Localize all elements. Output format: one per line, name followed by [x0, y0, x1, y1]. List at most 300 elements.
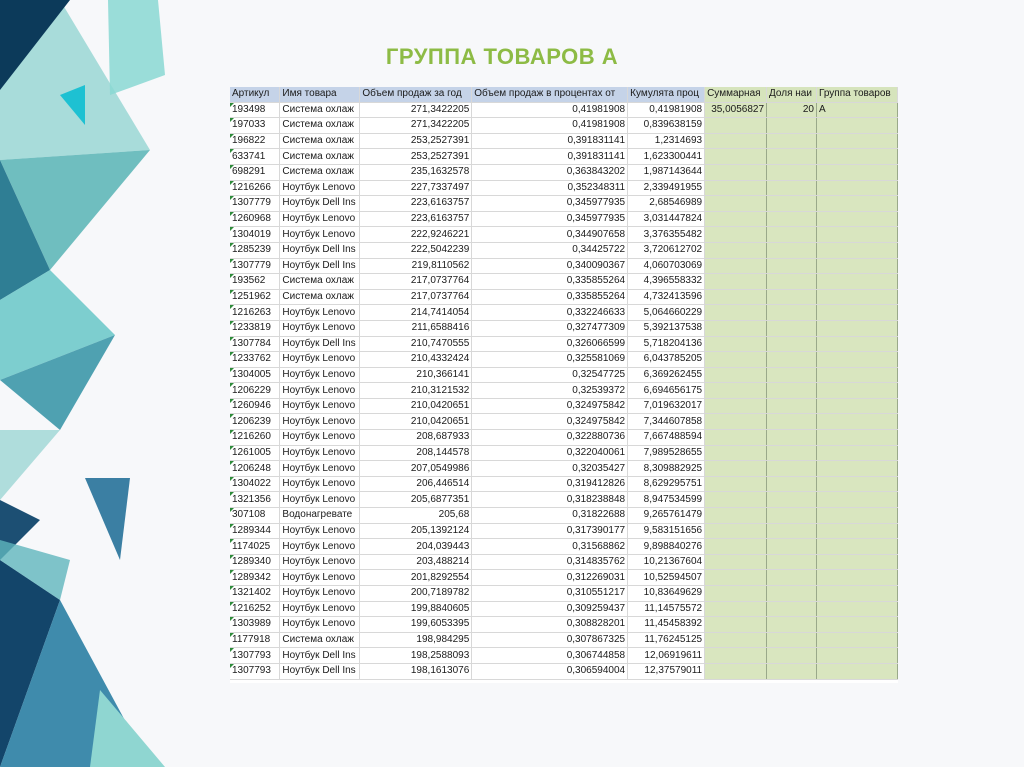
cell-cumulative[interactable]: 9,898840276: [628, 539, 705, 555]
cell-sales-percent[interactable]: 0,344907658: [472, 227, 628, 243]
cell-annual-sales[interactable]: 208,687933: [360, 430, 472, 446]
cell-total[interactable]: [705, 398, 767, 414]
cell-total[interactable]: [705, 570, 767, 586]
cell-name[interactable]: Ноутбук Dell Ins: [280, 648, 360, 664]
cell-group[interactable]: [817, 601, 898, 617]
cell-total[interactable]: [705, 663, 767, 679]
cell-share[interactable]: [767, 258, 817, 274]
cell-share[interactable]: [767, 554, 817, 570]
cell-name[interactable]: Ноутбук Dell Ins: [280, 258, 360, 274]
cell-annual-sales[interactable]: 219,8110562: [360, 258, 472, 274]
cell-cumulative[interactable]: 4,060703069: [628, 258, 705, 274]
cell-annual-sales[interactable]: 210,3121532: [360, 383, 472, 399]
cell-share[interactable]: [767, 180, 817, 196]
cell-article[interactable]: 1233762: [230, 352, 280, 368]
cell-share[interactable]: [767, 149, 817, 165]
cell-group[interactable]: [817, 476, 898, 492]
cell-group[interactable]: [817, 663, 898, 679]
cell-group[interactable]: [817, 539, 898, 555]
cell-article[interactable]: 1289342: [230, 570, 280, 586]
cell-total[interactable]: [705, 320, 767, 336]
cell-total[interactable]: [705, 305, 767, 321]
cell-name[interactable]: Ноутбук Lenovo: [280, 180, 360, 196]
cell-share[interactable]: [767, 632, 817, 648]
cell-group[interactable]: [817, 196, 898, 212]
cell-article[interactable]: 1307779: [230, 196, 280, 212]
cell-sales-percent[interactable]: 0,307867325: [472, 632, 628, 648]
cell-cumulative[interactable]: 9,265761479: [628, 508, 705, 524]
cell-share[interactable]: [767, 227, 817, 243]
cell-total[interactable]: [705, 133, 767, 149]
cell-annual-sales[interactable]: 214,7414054: [360, 305, 472, 321]
cell-article[interactable]: 1261005: [230, 445, 280, 461]
cell-group[interactable]: [817, 305, 898, 321]
cell-article[interactable]: 1251962: [230, 289, 280, 305]
cell-share[interactable]: [767, 398, 817, 414]
cell-total[interactable]: [705, 242, 767, 258]
cell-total[interactable]: [705, 632, 767, 648]
cell-annual-sales[interactable]: 201,8292554: [360, 570, 472, 586]
cell-total[interactable]: [705, 196, 767, 212]
cell-article[interactable]: 1216260: [230, 430, 280, 446]
cell-sales-percent[interactable]: 0,34425722: [472, 242, 628, 258]
cell-sales-percent[interactable]: 0,31568862: [472, 539, 628, 555]
cell-annual-sales[interactable]: 210,0420651: [360, 414, 472, 430]
cell-share[interactable]: [767, 242, 817, 258]
cell-annual-sales[interactable]: 217,0737764: [360, 274, 472, 290]
cell-cumulative[interactable]: 1,623300441: [628, 149, 705, 165]
cell-name[interactable]: Ноутбук Dell Ins: [280, 196, 360, 212]
cell-name[interactable]: Ноутбук Lenovo: [280, 492, 360, 508]
cell-name[interactable]: Ноутбук Lenovo: [280, 367, 360, 383]
cell-name[interactable]: Ноутбук Lenovo: [280, 305, 360, 321]
cell-article[interactable]: 193498: [230, 102, 280, 118]
cell-article[interactable]: 1304019: [230, 227, 280, 243]
cell-share[interactable]: [767, 133, 817, 149]
cell-cumulative[interactable]: 11,76245125: [628, 632, 705, 648]
cell-sales-percent[interactable]: 0,309259437: [472, 601, 628, 617]
cell-total[interactable]: [705, 554, 767, 570]
cell-article[interactable]: 1216266: [230, 180, 280, 196]
cell-sales-percent[interactable]: 0,31822688: [472, 508, 628, 524]
cell-group[interactable]: [817, 523, 898, 539]
cell-cumulative[interactable]: 6,694656175: [628, 383, 705, 399]
cell-sales-percent[interactable]: 0,308828201: [472, 617, 628, 633]
cell-group[interactable]: [817, 461, 898, 477]
cell-total[interactable]: [705, 336, 767, 352]
cell-name[interactable]: Ноутбук Lenovo: [280, 320, 360, 336]
cell-sales-percent[interactable]: 0,391831141: [472, 149, 628, 165]
col-header-share[interactable]: Доля наи: [767, 87, 817, 102]
col-header-name[interactable]: Имя товара: [280, 87, 360, 102]
cell-name[interactable]: Ноутбук Lenovo: [280, 461, 360, 477]
cell-group[interactable]: [817, 648, 898, 664]
cell-total[interactable]: [705, 149, 767, 165]
cell-total[interactable]: [705, 383, 767, 399]
cell-sales-percent[interactable]: 0,41981908: [472, 118, 628, 134]
cell-annual-sales[interactable]: 199,6053395: [360, 617, 472, 633]
cell-cumulative[interactable]: 8,309882925: [628, 461, 705, 477]
cell-cumulative[interactable]: 9,583151656: [628, 523, 705, 539]
cell-name[interactable]: Ноутбук Lenovo: [280, 617, 360, 633]
cell-cumulative[interactable]: 3,720612702: [628, 242, 705, 258]
cell-name[interactable]: Ноутбук Lenovo: [280, 352, 360, 368]
cell-cumulative[interactable]: 10,21367604: [628, 554, 705, 570]
cell-share[interactable]: [767, 336, 817, 352]
cell-annual-sales[interactable]: 253,2527391: [360, 149, 472, 165]
cell-sales-percent[interactable]: 0,324975842: [472, 398, 628, 414]
cell-total[interactable]: [705, 445, 767, 461]
col-header-article[interactable]: Артикул: [230, 87, 280, 102]
cell-article[interactable]: 1307793: [230, 663, 280, 679]
cell-annual-sales[interactable]: 223,6163757: [360, 196, 472, 212]
cell-group[interactable]: [817, 336, 898, 352]
cell-share[interactable]: [767, 523, 817, 539]
cell-name[interactable]: Ноутбук Lenovo: [280, 227, 360, 243]
cell-name[interactable]: Система охлаж: [280, 133, 360, 149]
cell-article[interactable]: 1216263: [230, 305, 280, 321]
cell-total[interactable]: [705, 180, 767, 196]
cell-cumulative[interactable]: 0,839638159: [628, 118, 705, 134]
cell-article[interactable]: 193562: [230, 274, 280, 290]
cell-share[interactable]: [767, 648, 817, 664]
cell-cumulative[interactable]: 12,37579011: [628, 663, 705, 679]
cell-group[interactable]: [817, 617, 898, 633]
cell-annual-sales[interactable]: 222,5042239: [360, 242, 472, 258]
cell-name[interactable]: Ноутбук Lenovo: [280, 586, 360, 602]
cell-sales-percent[interactable]: 0,345977935: [472, 211, 628, 227]
cell-group[interactable]: [817, 352, 898, 368]
cell-annual-sales[interactable]: 235,1632578: [360, 164, 472, 180]
cell-share[interactable]: [767, 476, 817, 492]
cell-article[interactable]: 1233819: [230, 320, 280, 336]
cell-name[interactable]: Система охлаж: [280, 289, 360, 305]
cell-name[interactable]: Система охлаж: [280, 632, 360, 648]
cell-share[interactable]: [767, 305, 817, 321]
cell-annual-sales[interactable]: 217,0737764: [360, 289, 472, 305]
cell-group[interactable]: [817, 632, 898, 648]
cell-cumulative[interactable]: 11,45458392: [628, 617, 705, 633]
cell-share[interactable]: [767, 211, 817, 227]
cell-article[interactable]: 1177918: [230, 632, 280, 648]
cell-name[interactable]: Ноутбук Lenovo: [280, 523, 360, 539]
cell-annual-sales[interactable]: 203,488214: [360, 554, 472, 570]
cell-sales-percent[interactable]: 0,306594004: [472, 663, 628, 679]
cell-article[interactable]: 1321402: [230, 586, 280, 602]
cell-name[interactable]: Система охлаж: [280, 149, 360, 165]
cell-total[interactable]: [705, 461, 767, 477]
cell-article[interactable]: 1260968: [230, 211, 280, 227]
cell-sales-percent[interactable]: 0,345977935: [472, 196, 628, 212]
cell-name[interactable]: Ноутбук Lenovo: [280, 554, 360, 570]
cell-cumulative[interactable]: 6,369262455: [628, 367, 705, 383]
cell-group[interactable]: [817, 289, 898, 305]
cell-annual-sales[interactable]: 222,9246221: [360, 227, 472, 243]
cell-share[interactable]: 20: [767, 102, 817, 118]
cell-total[interactable]: [705, 508, 767, 524]
cell-total[interactable]: [705, 258, 767, 274]
cell-group[interactable]: [817, 133, 898, 149]
cell-name[interactable]: Ноутбук Lenovo: [280, 476, 360, 492]
cell-article[interactable]: 1304005: [230, 367, 280, 383]
cell-share[interactable]: [767, 320, 817, 336]
cell-total[interactable]: [705, 539, 767, 555]
cell-annual-sales[interactable]: 205,68: [360, 508, 472, 524]
cell-share[interactable]: [767, 430, 817, 446]
cell-share[interactable]: [767, 289, 817, 305]
cell-sales-percent[interactable]: 0,312269031: [472, 570, 628, 586]
cell-share[interactable]: [767, 274, 817, 290]
cell-total[interactable]: [705, 492, 767, 508]
cell-total[interactable]: [705, 227, 767, 243]
cell-cumulative[interactable]: 10,52594507: [628, 570, 705, 586]
cell-sales-percent[interactable]: 0,326066599: [472, 336, 628, 352]
cell-cumulative[interactable]: 5,718204136: [628, 336, 705, 352]
cell-article[interactable]: 1307793: [230, 648, 280, 664]
cell-share[interactable]: [767, 601, 817, 617]
cell-sales-percent[interactable]: 0,332246633: [472, 305, 628, 321]
cell-group[interactable]: [817, 430, 898, 446]
col-header-cumulative[interactable]: Кумулята проц: [628, 87, 705, 102]
cell-cumulative[interactable]: 11,14575572: [628, 601, 705, 617]
cell-article[interactable]: 1289340: [230, 554, 280, 570]
cell-sales-percent[interactable]: 0,32035427: [472, 461, 628, 477]
cell-article[interactable]: 196822: [230, 133, 280, 149]
cell-total[interactable]: [705, 430, 767, 446]
cell-share[interactable]: [767, 570, 817, 586]
cell-cumulative[interactable]: 10,83649629: [628, 586, 705, 602]
col-header-sales-percent[interactable]: Объем продаж в процентах от: [472, 87, 628, 102]
cell-name[interactable]: Ноутбук Lenovo: [280, 539, 360, 555]
cell-total[interactable]: [705, 414, 767, 430]
cell-sales-percent[interactable]: 0,335855264: [472, 289, 628, 305]
cell-group[interactable]: [817, 242, 898, 258]
cell-annual-sales[interactable]: 208,144578: [360, 445, 472, 461]
cell-article[interactable]: 1206248: [230, 461, 280, 477]
cell-article[interactable]: 1260946: [230, 398, 280, 414]
cell-total[interactable]: [705, 274, 767, 290]
cell-annual-sales[interactable]: 198,2588093: [360, 648, 472, 664]
cell-total[interactable]: 35,0056827: [705, 102, 767, 118]
cell-annual-sales[interactable]: 210,7470555: [360, 336, 472, 352]
cell-cumulative[interactable]: 5,064660229: [628, 305, 705, 321]
cell-share[interactable]: [767, 617, 817, 633]
cell-article[interactable]: 307108: [230, 508, 280, 524]
cell-sales-percent[interactable]: 0,306744858: [472, 648, 628, 664]
cell-cumulative[interactable]: 8,629295751: [628, 476, 705, 492]
cell-name[interactable]: Ноутбук Lenovo: [280, 570, 360, 586]
cell-name[interactable]: Система охлаж: [280, 102, 360, 118]
cell-cumulative[interactable]: 8,947534599: [628, 492, 705, 508]
cell-share[interactable]: [767, 383, 817, 399]
cell-share[interactable]: [767, 352, 817, 368]
cell-sales-percent[interactable]: 0,324975842: [472, 414, 628, 430]
cell-annual-sales[interactable]: 199,8840605: [360, 601, 472, 617]
cell-name[interactable]: Система охлаж: [280, 164, 360, 180]
cell-name[interactable]: Ноутбук Lenovo: [280, 445, 360, 461]
cell-share[interactable]: [767, 414, 817, 430]
cell-group[interactable]: [817, 180, 898, 196]
cell-share[interactable]: [767, 586, 817, 602]
col-header-total[interactable]: Суммарная: [705, 87, 767, 102]
cell-total[interactable]: [705, 617, 767, 633]
cell-cumulative[interactable]: 12,06919611: [628, 648, 705, 664]
cell-sales-percent[interactable]: 0,32547725: [472, 367, 628, 383]
cell-group[interactable]: [817, 508, 898, 524]
cell-sales-percent[interactable]: 0,327477309: [472, 320, 628, 336]
cell-cumulative[interactable]: 7,344607858: [628, 414, 705, 430]
cell-sales-percent[interactable]: 0,41981908: [472, 102, 628, 118]
cell-share[interactable]: [767, 445, 817, 461]
cell-total[interactable]: [705, 476, 767, 492]
cell-group[interactable]: [817, 118, 898, 134]
cell-sales-percent[interactable]: 0,325581069: [472, 352, 628, 368]
cell-cumulative[interactable]: 6,043785205: [628, 352, 705, 368]
cell-annual-sales[interactable]: 206,446514: [360, 476, 472, 492]
cell-share[interactable]: [767, 367, 817, 383]
cell-annual-sales[interactable]: 253,2527391: [360, 133, 472, 149]
cell-group[interactable]: [817, 414, 898, 430]
cell-annual-sales[interactable]: 207,0549986: [360, 461, 472, 477]
cell-cumulative[interactable]: 3,376355482: [628, 227, 705, 243]
cell-article[interactable]: 633741: [230, 149, 280, 165]
cell-share[interactable]: [767, 461, 817, 477]
cell-total[interactable]: [705, 118, 767, 134]
cell-group[interactable]: [817, 164, 898, 180]
cell-sales-percent[interactable]: 0,335855264: [472, 274, 628, 290]
cell-annual-sales[interactable]: 271,3422205: [360, 118, 472, 134]
cell-name[interactable]: Ноутбук Lenovo: [280, 601, 360, 617]
cell-name[interactable]: Ноутбук Dell Ins: [280, 663, 360, 679]
cell-annual-sales[interactable]: 198,984295: [360, 632, 472, 648]
cell-share[interactable]: [767, 492, 817, 508]
cell-annual-sales[interactable]: 200,7189782: [360, 586, 472, 602]
cell-annual-sales[interactable]: 204,039443: [360, 539, 472, 555]
cell-group[interactable]: [817, 492, 898, 508]
cell-article[interactable]: 1174025: [230, 539, 280, 555]
cell-cumulative[interactable]: 2,339491955: [628, 180, 705, 196]
cell-group[interactable]: [817, 554, 898, 570]
cell-cumulative[interactable]: 3,031447824: [628, 211, 705, 227]
cell-name[interactable]: Ноутбук Lenovo: [280, 398, 360, 414]
cell-share[interactable]: [767, 663, 817, 679]
cell-name[interactable]: Ноутбук Dell Ins: [280, 242, 360, 258]
cell-annual-sales[interactable]: 210,366141: [360, 367, 472, 383]
cell-sales-percent[interactable]: 0,317390177: [472, 523, 628, 539]
cell-sales-percent[interactable]: 0,318238848: [472, 492, 628, 508]
cell-name[interactable]: Водонагревате: [280, 508, 360, 524]
cell-sales-percent[interactable]: 0,352348311: [472, 180, 628, 196]
cell-group[interactable]: [817, 445, 898, 461]
cell-annual-sales[interactable]: 271,3422205: [360, 102, 472, 118]
cell-share[interactable]: [767, 118, 817, 134]
cell-cumulative[interactable]: 1,2314693: [628, 133, 705, 149]
cell-article[interactable]: 698291: [230, 164, 280, 180]
cell-share[interactable]: [767, 164, 817, 180]
cell-annual-sales[interactable]: 198,1613076: [360, 663, 472, 679]
cell-annual-sales[interactable]: 227,7337497: [360, 180, 472, 196]
cell-name[interactable]: Ноутбук Dell Ins: [280, 336, 360, 352]
cell-name[interactable]: Ноутбук Lenovo: [280, 430, 360, 446]
cell-cumulative[interactable]: 7,019632017: [628, 398, 705, 414]
cell-sales-percent[interactable]: 0,319412826: [472, 476, 628, 492]
cell-annual-sales[interactable]: 205,1392124: [360, 523, 472, 539]
cell-article[interactable]: 197033: [230, 118, 280, 134]
cell-article[interactable]: 1303989: [230, 617, 280, 633]
cell-article[interactable]: 1307779: [230, 258, 280, 274]
cell-name[interactable]: Ноутбук Lenovo: [280, 211, 360, 227]
cell-total[interactable]: [705, 586, 767, 602]
cell-total[interactable]: [705, 289, 767, 305]
cell-cumulative[interactable]: 5,392137538: [628, 320, 705, 336]
cell-sales-percent[interactable]: 0,32539372: [472, 383, 628, 399]
cell-name[interactable]: Система охлаж: [280, 274, 360, 290]
cell-annual-sales[interactable]: 223,6163757: [360, 211, 472, 227]
cell-article[interactable]: 1206239: [230, 414, 280, 430]
cell-group[interactable]: А: [817, 102, 898, 118]
cell-annual-sales[interactable]: 211,6588416: [360, 320, 472, 336]
cell-article[interactable]: 1304022: [230, 476, 280, 492]
cell-cumulative[interactable]: 1,987143644: [628, 164, 705, 180]
cell-sales-percent[interactable]: 0,363843202: [472, 164, 628, 180]
cell-cumulative[interactable]: 4,396558332: [628, 274, 705, 290]
cell-article[interactable]: 1206229: [230, 383, 280, 399]
cell-annual-sales[interactable]: 210,4332424: [360, 352, 472, 368]
cell-group[interactable]: [817, 367, 898, 383]
cell-total[interactable]: [705, 523, 767, 539]
cell-total[interactable]: [705, 367, 767, 383]
cell-share[interactable]: [767, 508, 817, 524]
cell-cumulative[interactable]: 7,667488594: [628, 430, 705, 446]
cell-total[interactable]: [705, 601, 767, 617]
cell-group[interactable]: [817, 398, 898, 414]
cell-group[interactable]: [817, 258, 898, 274]
cell-group[interactable]: [817, 320, 898, 336]
cell-sales-percent[interactable]: 0,322880736: [472, 430, 628, 446]
cell-sales-percent[interactable]: 0,340090367: [472, 258, 628, 274]
cell-name[interactable]: Ноутбук Lenovo: [280, 383, 360, 399]
cell-article[interactable]: 1285239: [230, 242, 280, 258]
cell-annual-sales[interactable]: 210,0420651: [360, 398, 472, 414]
cell-article[interactable]: 1321356: [230, 492, 280, 508]
cell-group[interactable]: [817, 570, 898, 586]
cell-total[interactable]: [705, 648, 767, 664]
cell-total[interactable]: [705, 352, 767, 368]
cell-article[interactable]: 1307784: [230, 336, 280, 352]
cell-share[interactable]: [767, 539, 817, 555]
cell-name[interactable]: Ноутбук Lenovo: [280, 414, 360, 430]
cell-sales-percent[interactable]: 0,322040061: [472, 445, 628, 461]
cell-sales-percent[interactable]: 0,310551217: [472, 586, 628, 602]
cell-cumulative[interactable]: 7,989528655: [628, 445, 705, 461]
cell-group[interactable]: [817, 274, 898, 290]
cell-cumulative[interactable]: 2,68546989: [628, 196, 705, 212]
cell-group[interactable]: [817, 211, 898, 227]
cell-cumulative[interactable]: 4,732413596: [628, 289, 705, 305]
cell-sales-percent[interactable]: 0,391831141: [472, 133, 628, 149]
cell-annual-sales[interactable]: 205,6877351: [360, 492, 472, 508]
cell-name[interactable]: Система охлаж: [280, 118, 360, 134]
cell-share[interactable]: [767, 196, 817, 212]
cell-group[interactable]: [817, 383, 898, 399]
cell-sales-percent[interactable]: 0,314835762: [472, 554, 628, 570]
cell-article[interactable]: 1216252: [230, 601, 280, 617]
cell-cumulative[interactable]: 0,41981908: [628, 102, 705, 118]
col-header-annual-sales[interactable]: Объем продаж за год: [360, 87, 472, 102]
cell-group[interactable]: [817, 227, 898, 243]
cell-total[interactable]: [705, 211, 767, 227]
cell-group[interactable]: [817, 586, 898, 602]
